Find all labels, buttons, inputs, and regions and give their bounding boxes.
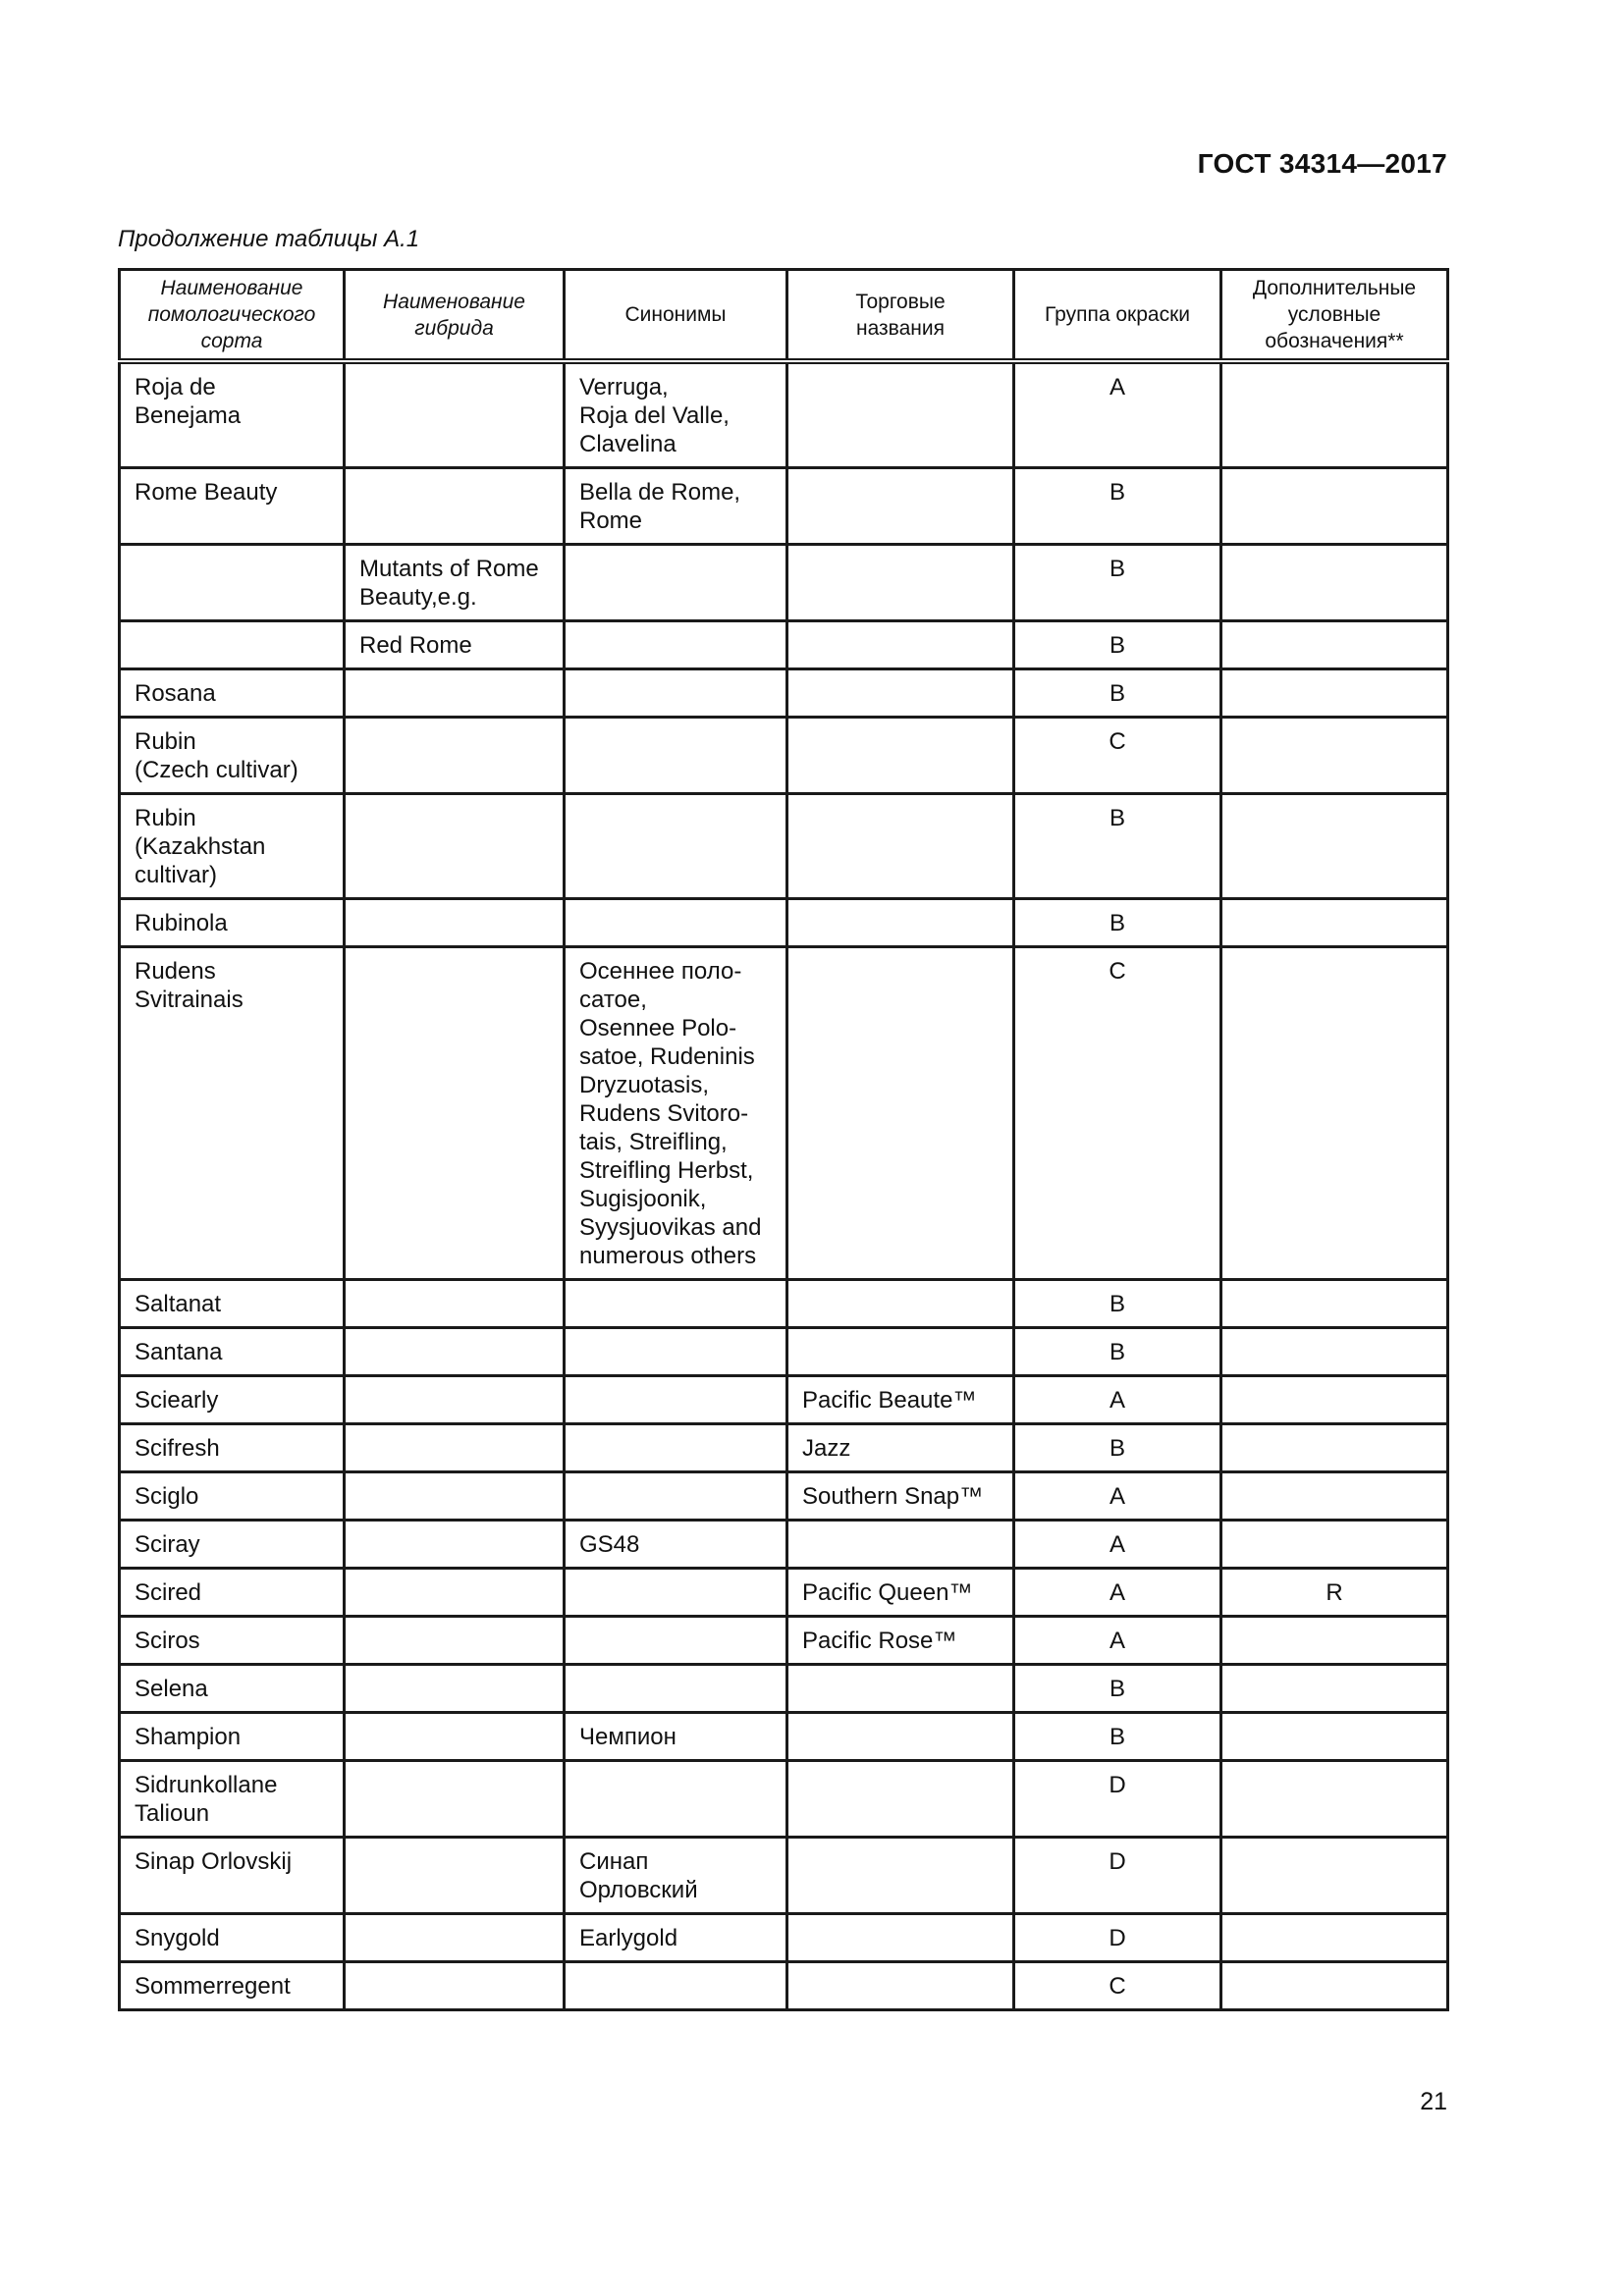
cell-hybrid	[345, 718, 565, 794]
table-row	[120, 1962, 1448, 2010]
header-cultivar: Наименование помологического сорта	[120, 270, 345, 362]
cell-additional-mark	[1221, 947, 1448, 1280]
cell-hybrid	[345, 899, 565, 947]
cell-cultivar: Roja de Benejama	[120, 361, 345, 468]
table-row	[120, 1665, 1448, 1713]
cell-cultivar: Rudens Svitrainais	[120, 947, 345, 1280]
cell-hybrid	[345, 1713, 565, 1761]
cell-synonyms	[565, 1617, 787, 1665]
header-synonyms: Синонимы	[565, 270, 787, 362]
cell-hybrid	[345, 947, 565, 1280]
cell-color-group: A	[1014, 1521, 1221, 1569]
cell-trade-name: Pacific Rose™	[787, 1617, 1014, 1665]
cell-cultivar: Rosana	[120, 669, 345, 718]
table-row	[120, 899, 1448, 947]
cell-color-group: C	[1014, 718, 1221, 794]
table-row	[120, 1376, 1448, 1424]
cell-hybrid: Red Rome	[345, 621, 565, 669]
cell-hybrid	[345, 1376, 565, 1424]
table-row	[120, 1761, 1448, 1838]
table-header	[120, 270, 1448, 362]
cell-color-group: B	[1014, 545, 1221, 621]
cell-cultivar: Saltanat	[120, 1280, 345, 1328]
cell-synonyms	[565, 1376, 787, 1424]
cultivar-table	[118, 268, 1449, 2011]
cell-hybrid	[345, 1761, 565, 1838]
cell-color-group: B	[1014, 899, 1221, 947]
cell-additional-mark	[1221, 361, 1448, 468]
cell-trade-name	[787, 794, 1014, 899]
cell-color-group: A	[1014, 361, 1221, 468]
cell-hybrid	[345, 1472, 565, 1521]
cell-color-group: D	[1014, 1914, 1221, 1962]
cell-color-group: C	[1014, 947, 1221, 1280]
header-trade-names: Торговые названия	[787, 270, 1014, 362]
cell-synonyms	[565, 1472, 787, 1521]
cell-trade-name	[787, 621, 1014, 669]
table-row	[120, 1280, 1448, 1328]
table-row	[120, 468, 1448, 545]
cell-hybrid	[345, 1838, 565, 1914]
cell-trade-name	[787, 669, 1014, 718]
cell-cultivar	[120, 621, 345, 669]
cell-cultivar: Shampion	[120, 1713, 345, 1761]
cell-color-group: D	[1014, 1761, 1221, 1838]
cell-additional-mark	[1221, 1472, 1448, 1521]
cell-synonyms: Verruga, Roja del Valle, Clavelina	[565, 361, 787, 468]
table-row	[120, 718, 1448, 794]
cell-additional-mark	[1221, 1665, 1448, 1713]
cell-cultivar: Sciearly	[120, 1376, 345, 1424]
cell-trade-name	[787, 1914, 1014, 1962]
cell-additional-mark	[1221, 1914, 1448, 1962]
cell-trade-name	[787, 1521, 1014, 1569]
cell-hybrid	[345, 1521, 565, 1569]
table-row	[120, 1521, 1448, 1569]
cell-additional-mark	[1221, 794, 1448, 899]
cell-hybrid	[345, 1569, 565, 1617]
cell-synonyms	[565, 1328, 787, 1376]
cell-additional-mark	[1221, 899, 1448, 947]
cell-additional-mark: R	[1221, 1569, 1448, 1617]
table-row	[120, 1569, 1448, 1617]
cell-synonyms: GS48	[565, 1521, 787, 1569]
cell-hybrid	[345, 794, 565, 899]
cell-hybrid	[345, 1962, 565, 2010]
cell-additional-mark	[1221, 669, 1448, 718]
cell-additional-mark	[1221, 1376, 1448, 1424]
cell-synonyms: Чемпион	[565, 1713, 787, 1761]
cell-additional-mark	[1221, 1328, 1448, 1376]
cell-additional-mark	[1221, 545, 1448, 621]
cell-hybrid	[345, 669, 565, 718]
cell-synonyms	[565, 794, 787, 899]
cell-color-group: D	[1014, 1838, 1221, 1914]
cell-trade-name	[787, 545, 1014, 621]
table-row	[120, 361, 1448, 468]
cell-synonyms	[565, 1761, 787, 1838]
cell-cultivar: Sinap Orlovskij	[120, 1838, 345, 1914]
cell-trade-name	[787, 1838, 1014, 1914]
cell-synonyms	[565, 1665, 787, 1713]
cell-trade-name: Southern Snap™	[787, 1472, 1014, 1521]
cell-synonyms	[565, 899, 787, 947]
table-row	[120, 1328, 1448, 1376]
cell-hybrid	[345, 1914, 565, 1962]
cell-hybrid	[345, 1328, 565, 1376]
cell-additional-mark	[1221, 621, 1448, 669]
cell-trade-name	[787, 1713, 1014, 1761]
cell-cultivar: Sommerregent	[120, 1962, 345, 2010]
cell-synonyms	[565, 545, 787, 621]
cell-trade-name: Jazz	[787, 1424, 1014, 1472]
cell-cultivar: Rubin (Czech cultivar)	[120, 718, 345, 794]
cell-cultivar: Rome Beauty	[120, 468, 345, 545]
cell-additional-mark	[1221, 1617, 1448, 1665]
header-additional-marks: Дополнительные условные обозначения**	[1221, 270, 1448, 362]
cell-additional-mark	[1221, 1280, 1448, 1328]
cell-color-group: B	[1014, 1665, 1221, 1713]
cell-cultivar: Rubinola	[120, 899, 345, 947]
table-row	[120, 794, 1448, 899]
cell-synonyms: Earlygold	[565, 1914, 787, 1962]
cell-cultivar: Sciros	[120, 1617, 345, 1665]
cell-color-group: B	[1014, 669, 1221, 718]
cell-synonyms	[565, 1962, 787, 2010]
cell-additional-mark	[1221, 1521, 1448, 1569]
cell-trade-name	[787, 1328, 1014, 1376]
cell-synonyms: Осеннее поло- сатое, Osennee Polo- satoe, Rudeninis Dryzuotasis, Rudens Svitoro- tais, Streifling, Streifling Herbst, Sugisjoonik, Syysjuovikas and numerous others	[565, 947, 787, 1280]
table-row	[120, 1713, 1448, 1761]
table-body	[120, 361, 1448, 2010]
table-row	[120, 545, 1448, 621]
table-row	[120, 1472, 1448, 1521]
header-row	[120, 270, 1448, 362]
cell-cultivar: Snygold	[120, 1914, 345, 1962]
cell-trade-name	[787, 468, 1014, 545]
cell-additional-mark	[1221, 718, 1448, 794]
cell-trade-name	[787, 361, 1014, 468]
cell-trade-name	[787, 1962, 1014, 2010]
cell-cultivar: Selena	[120, 1665, 345, 1713]
cell-trade-name	[787, 718, 1014, 794]
cell-cultivar: Santana	[120, 1328, 345, 1376]
table-caption: Продолжение таблицы А.1	[118, 226, 420, 252]
cell-synonyms	[565, 669, 787, 718]
cell-synonyms	[565, 1424, 787, 1472]
table-row	[120, 947, 1448, 1280]
cell-cultivar: Scifresh	[120, 1424, 345, 1472]
cell-cultivar: Scired	[120, 1569, 345, 1617]
cell-synonyms	[565, 718, 787, 794]
cell-additional-mark	[1221, 1962, 1448, 2010]
table-row	[120, 621, 1448, 669]
cell-trade-name	[787, 1665, 1014, 1713]
cell-hybrid	[345, 1665, 565, 1713]
cell-additional-mark	[1221, 1713, 1448, 1761]
cell-color-group: B	[1014, 621, 1221, 669]
cell-color-group: B	[1014, 468, 1221, 545]
cell-color-group: A	[1014, 1472, 1221, 1521]
cell-cultivar: Sciray	[120, 1521, 345, 1569]
cell-cultivar: Rubin (Kazakhstan cultivar)	[120, 794, 345, 899]
cell-trade-name	[787, 1761, 1014, 1838]
cell-synonyms: Bella de Rome, Rome	[565, 468, 787, 545]
header-hybrid: Наименование гибрида	[345, 270, 565, 362]
cell-cultivar: Sidrunkollane Talioun	[120, 1761, 345, 1838]
cell-synonyms	[565, 621, 787, 669]
cell-synonyms	[565, 1569, 787, 1617]
cell-trade-name: Pacific Queen™	[787, 1569, 1014, 1617]
table-row	[120, 1914, 1448, 1962]
cell-color-group: B	[1014, 1424, 1221, 1472]
cell-cultivar	[120, 545, 345, 621]
cell-additional-mark	[1221, 468, 1448, 545]
cell-color-group: A	[1014, 1569, 1221, 1617]
page-number: 21	[1420, 2088, 1447, 2115]
cell-hybrid	[345, 1617, 565, 1665]
cell-color-group: A	[1014, 1376, 1221, 1424]
cell-color-group: A	[1014, 1617, 1221, 1665]
cell-color-group: C	[1014, 1962, 1221, 2010]
cell-color-group: B	[1014, 1280, 1221, 1328]
cell-additional-mark	[1221, 1424, 1448, 1472]
cell-synonyms	[565, 1280, 787, 1328]
table-row	[120, 1838, 1448, 1914]
cell-color-group: B	[1014, 1328, 1221, 1376]
table-row	[120, 1424, 1448, 1472]
header-color-group: Группа окраски	[1014, 270, 1221, 362]
cell-hybrid	[345, 1280, 565, 1328]
cell-trade-name	[787, 1280, 1014, 1328]
cell-hybrid	[345, 468, 565, 545]
cell-trade-name: Pacific Beaute™	[787, 1376, 1014, 1424]
cell-cultivar: Sciglo	[120, 1472, 345, 1521]
cell-additional-mark	[1221, 1761, 1448, 1838]
cell-trade-name	[787, 947, 1014, 1280]
cell-additional-mark	[1221, 1838, 1448, 1914]
table-row	[120, 1617, 1448, 1665]
cell-color-group: B	[1014, 1713, 1221, 1761]
table-row	[120, 669, 1448, 718]
cell-synonyms: Синап Орловский	[565, 1838, 787, 1914]
cell-color-group: B	[1014, 794, 1221, 899]
cell-trade-name	[787, 899, 1014, 947]
cell-hybrid	[345, 1424, 565, 1472]
cell-hybrid	[345, 361, 565, 468]
document-code: ГОСТ 34314—2017	[1197, 148, 1447, 179]
cell-hybrid: Mutants of Rome Beauty,e.g.	[345, 545, 565, 621]
